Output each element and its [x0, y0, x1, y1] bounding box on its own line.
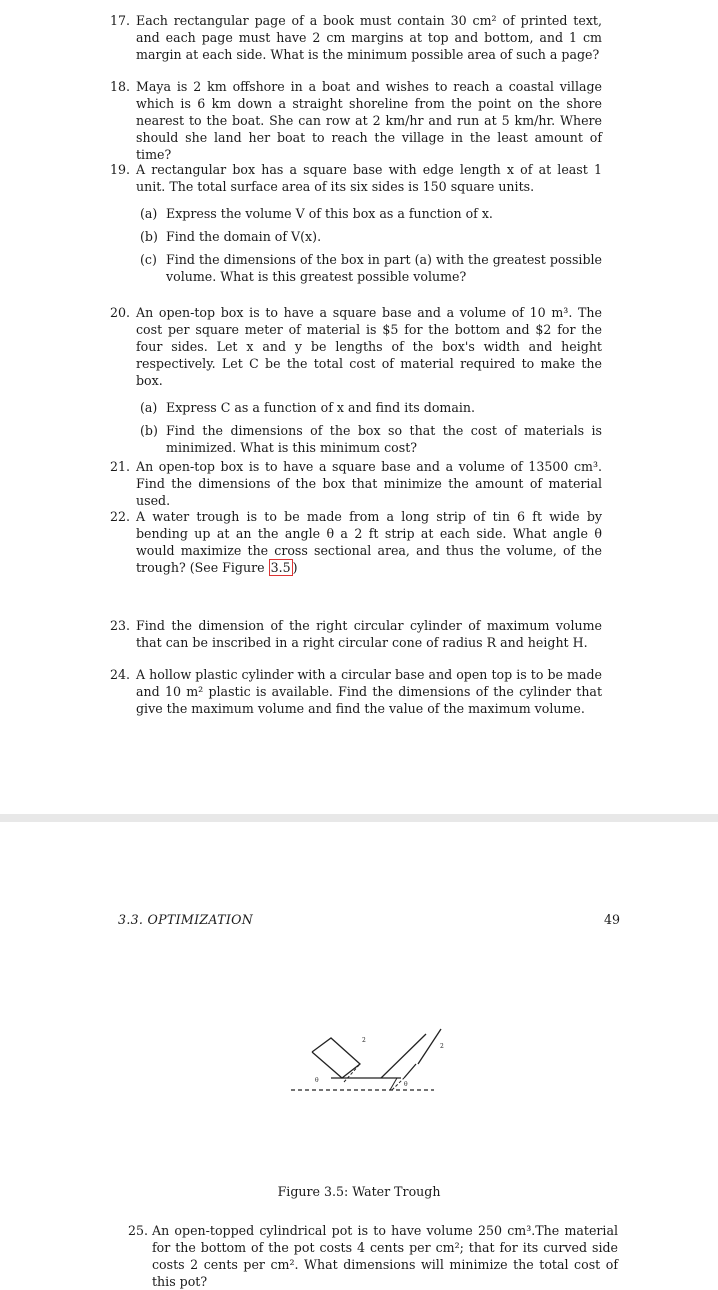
left-side-strip	[312, 1038, 360, 1078]
page-separator	[0, 814, 718, 822]
problem-25	[128, 1222, 618, 1290]
subpart-b	[140, 422, 602, 456]
subpart-text: Find the dimensions of the box so that the cost of materials is minimized. What is this minimum cost?	[166, 423, 602, 455]
problem-19	[110, 161, 602, 285]
problem-number: 18.	[110, 79, 131, 94]
subpart-text: Express the volume V of this box as a function of x.	[166, 206, 493, 221]
problem-text: A hollow plastic cylinder with a circular base and open top is to be made and 10 m² plastic is available. Find the dimensions of the cylinder that give the maximum volume and find the value of the maximum volume.	[136, 667, 602, 716]
subpart-label: (a)	[140, 206, 158, 221]
problem-18	[110, 78, 602, 163]
subpart-a	[140, 399, 602, 416]
problem-text: A rectangular box has a square base with edge length x of at least 1 unit. The total surface area of its six sides is 150 square units.	[136, 162, 602, 194]
problem-text: An open-topped cylindrical pot is to have volume 250 cm³.The material for the bottom of the pot costs 4 cents per cm²; that for its curved side costs 2 cents per cm². What dimensions will minimize the total cost of this pot?	[152, 1223, 618, 1289]
problem-text-start: A water trough is to be made from a long strip of tin 6 ft wide by bending up at an the angle θ a 2 ft strip at each side. What angle θ would maximize the cross sectional area, and thus the volume, of the trough? (See Figure	[136, 509, 602, 575]
right-side-cross	[404, 1064, 416, 1078]
label-angle-right: θ	[404, 1081, 408, 1088]
problem-number: 19.	[110, 162, 131, 177]
subpart-label: (c)	[140, 252, 157, 267]
problem-number: 23.	[110, 618, 131, 633]
water-trough-figure	[286, 1024, 444, 1094]
problem-text: An open-top box is to have a square base and a volume of 13500 cm³. Find the dimensions of the box that minimize the amount of material used.	[136, 459, 602, 508]
problem-20	[110, 304, 602, 456]
page-number: 49	[604, 912, 621, 927]
problem-text	[136, 508, 602, 576]
problem-text: An open-top box is to have a square base and a volume of 10 m³. The cost per square meter of material is $5 for the bottom and $2 for the four sides. Let x and y be lengths of the box's width and height respectively. Let C be the total cost of material required to make the box.	[136, 305, 602, 388]
problem-text-end: )	[292, 560, 298, 575]
problem-22	[110, 508, 602, 576]
problem-text: Find the dimension of the right circular cylinder of maximum volume that can be inscribed in a right circular cone of radius R and height H.	[136, 618, 602, 650]
problem-number: 21.	[110, 459, 131, 474]
figure-reference-link[interactable]: 3.5	[270, 560, 291, 575]
label-angle-left: θ	[315, 1077, 319, 1084]
problem-24	[110, 666, 602, 717]
problem-17	[110, 12, 602, 63]
subpart-text: Find the dimensions of the box in part (a) with the greatest possible volume. What is this greatest possible volume?	[166, 252, 602, 284]
problem-number: 25.	[128, 1223, 149, 1238]
subpart-label: (b)	[140, 423, 158, 438]
subpart-text: Express C as a function of x and find its domain.	[166, 400, 476, 415]
problem-text: Each rectangular page of a book must contain 30 cm² of printed text, and each page must have 2 cm margins at top and bottom, and 1 cm margin at each side. What is the minimum possible area of such a page?	[136, 13, 602, 62]
label-side-left: 2	[362, 1037, 366, 1044]
problem-number: 20.	[110, 305, 131, 320]
problem-number: 24.	[110, 667, 131, 682]
subpart-text: Find the domain of V(x).	[166, 229, 322, 244]
problem-number: 22.	[110, 509, 131, 524]
problem-23	[110, 617, 602, 651]
figure-caption: Figure 3.5: Water Trough	[277, 1184, 441, 1199]
subpart-c	[140, 251, 602, 285]
problem-number: 17.	[110, 13, 131, 28]
running-head: 3.3. OPTIMIZATION	[118, 912, 254, 927]
subpart-b	[140, 228, 602, 245]
problem-text: Maya is 2 km offshore in a boat and wishes to reach a coastal village which is 6 km down a straight shoreline from the point on the shore nearest to the boat. She can row at 2 km/hr and run at 5 km/hr. Where should she land her boat to reach the village in the least amount of time?	[136, 79, 602, 162]
label-side-right: 2	[440, 1043, 444, 1050]
right-side-strip	[381, 1034, 426, 1078]
subpart-a	[140, 205, 602, 222]
subpart-label: (b)	[140, 229, 158, 244]
left-fold-line	[344, 1064, 360, 1082]
problem-21	[110, 458, 602, 509]
subpart-label: (a)	[140, 400, 158, 415]
